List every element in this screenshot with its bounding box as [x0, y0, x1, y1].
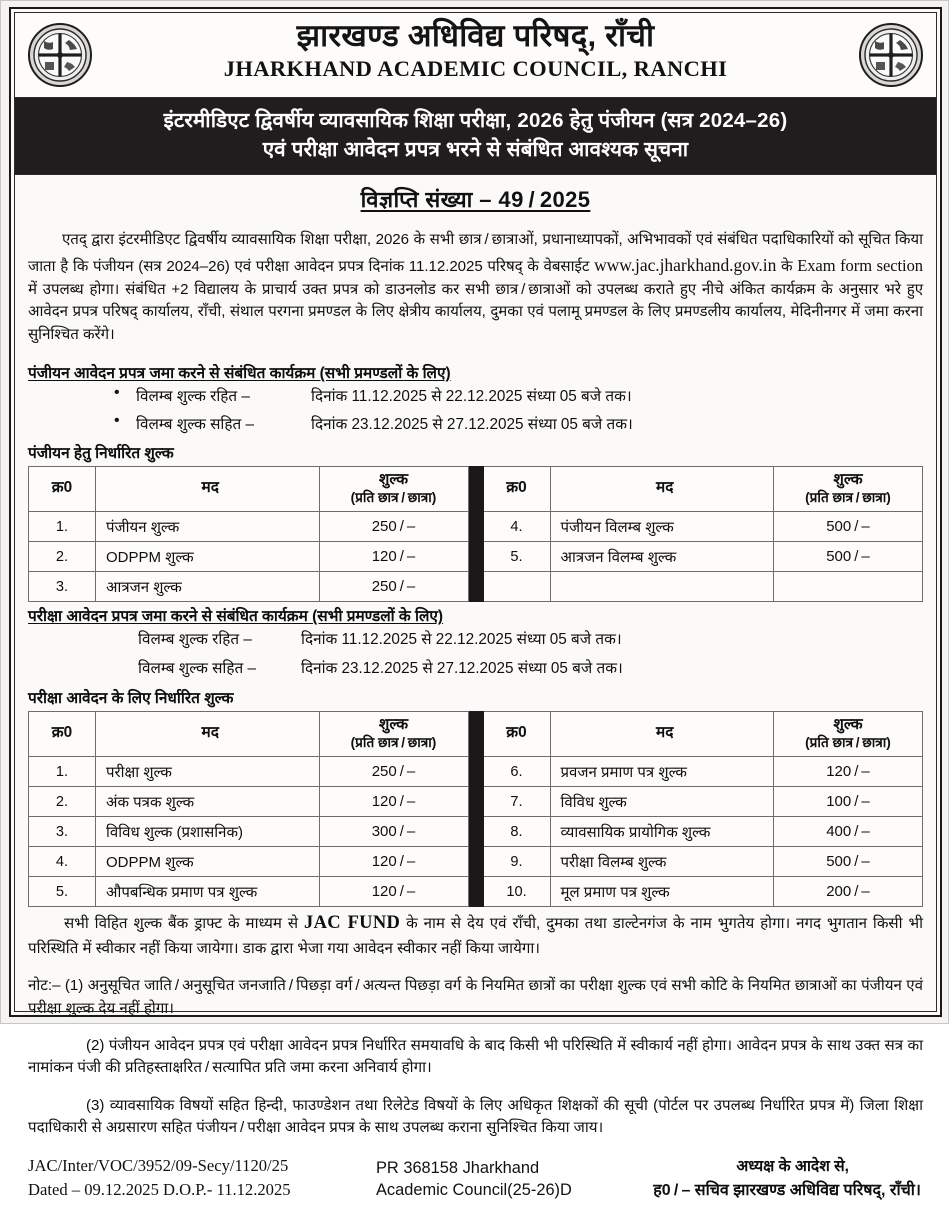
cell-sno: 7. — [483, 787, 550, 817]
schedule-label: • विलम्ब शुल्क सहित – — [136, 415, 254, 433]
cell-sno: 2. — [29, 542, 96, 572]
jac-emblem-left-icon — [27, 22, 93, 88]
pr-line-2: Academic Council(25-26)D — [376, 1181, 572, 1200]
schedule-value: दिनांक 11.12.2025 से 22.12.2025 संध्या 05 बजे तक। — [311, 387, 632, 405]
fee-sublabel: (प्रति छात्र / छात्रा) — [805, 489, 891, 505]
jac-emblem-right-icon — [858, 22, 924, 88]
col-header-sno-right: क्र0 — [483, 466, 550, 511]
notice-body — [15, 175, 936, 1210]
jac-fund-label: JAC FUND — [304, 913, 401, 934]
cell-item: पंजीयन विलम्ब शुल्क — [550, 512, 774, 542]
cell-fee: 200 / – — [774, 877, 923, 907]
reference-block — [28, 1154, 291, 1201]
table-center-divider — [468, 542, 483, 572]
col-header-item-left: मद — [96, 712, 320, 757]
cell-fee: 400 / – — [774, 817, 923, 847]
col-header-sno-left: क्र0 — [29, 712, 96, 757]
cell-sno: 5. — [29, 877, 96, 907]
cell-item: आत्रजन शुल्क — [96, 572, 320, 602]
fee-label: शुल्क — [833, 716, 863, 734]
cell-fee: 500 / – — [774, 542, 923, 572]
table-center-divider — [468, 572, 483, 602]
cell-sno: 1. — [29, 512, 96, 542]
table-row — [29, 877, 923, 907]
cell-item: मूल प्रमाण पत्र शुल्क — [550, 877, 774, 907]
list-item — [138, 629, 923, 649]
jac-website-url: www.jac.jharkhand.gov.in — [594, 254, 777, 275]
payment-text-part1: सभी विहित शुल्क बैंक ड्राफ्ट के माध्यम से — [64, 915, 305, 933]
reference-number: JAC/Inter/VOC/3952/09-Secy/1120/25 — [28, 1156, 289, 1176]
banner-line-2: एवं परीक्षा आवेदन प्रपत्र भरने से संबंधित आवश्यक सूचना — [262, 138, 689, 162]
council-name-english: JHARKHAND ACADEMIC COUNCIL, RANCHI — [223, 55, 728, 81]
cell-fee: 500 / – — [774, 512, 923, 542]
subject-banner — [15, 98, 936, 175]
cell-item: विविध शुल्क (प्रशासनिक) — [96, 817, 320, 847]
table-row — [29, 757, 923, 787]
cell-item: ODPPM शुल्क — [96, 542, 320, 572]
fee-sublabel: (प्रति छात्र / छात्रा) — [805, 734, 891, 750]
intro-text-part3: में उपलब्ध होगा। संबंधित +2 विद्यालय के प्राचार्य उक्त प्रपत्र को डाउनलोड कर सभी छात्र / छात्राओं को उपलब्ध कराते हुए नीचे अंकित कार्यक्रम के अनुसार भरे हुए आवेदन प्रपत्र परिषद् कार्यालय, राँची, संथाल परगना प्रमण्डल के लिए क्षेत्रीय कार्यालय, दुमका एवं पलामू प्रमण्डल के लिए प्रमण्डलीय कार्यालय, मेदिनीनगर में जमा करना सुनिश्चित करेंगे। — [28, 280, 923, 343]
registration-schedule-list — [28, 386, 923, 434]
cell-fee: 120 / – — [319, 542, 468, 572]
payment-text-part2: के नाम से देय एवं राँची, दुमका तथा डाल्टेनगंज के नाम भुगतेय होगा। नगद भुगतान किसी भी परिस्थिति में स्वीकार नहीं किया जायेगा। डाक द्वारा भेजा गया आवेदन स्वीकार नहीं किया जायेगा। — [28, 915, 923, 957]
cell-item: औपबन्धिक प्रमाण पत्र शुल्क — [96, 877, 320, 907]
table-center-divider — [468, 712, 483, 757]
list-item — [136, 414, 923, 434]
cell-item: आत्रजन विलम्ब शुल्क — [550, 542, 774, 572]
cell-item: पंजीयन शुल्क — [96, 512, 320, 542]
notification-number: विज्ञप्ति संख्या – 49 / 2025 — [360, 187, 591, 213]
authority-by-order: अध्यक्ष के आदेश से, — [736, 1158, 849, 1176]
notice-outer-frame — [9, 7, 942, 1200]
cell-sno: 2. — [29, 787, 96, 817]
fee-label: शुल्क — [378, 470, 409, 488]
cell-fee: 120 / – — [319, 847, 468, 877]
col-header-item-left: मद — [96, 466, 320, 511]
registration-fee-table-heading: पंजीयन हेतु निर्धारित शुल्क — [28, 444, 174, 462]
intro-text-part1: एतद् द्वारा इंटरमीडिएट द्विवर्षीय व्यावसायिक शिक्षा परीक्षा, 2026 के सभी छात्र / छात्राओं, प्रधानाध्यापकों, अभिभावकों एवं संबंधित पदाधिकारियों को सूचित किया जाता है कि पंजीयन (सत्र 2024–26) एवं परीक्षा आवेदन प्रपत्र दिनांक 11.12.2025 परिषद् के वेबसाईट — [28, 231, 923, 275]
cell-fee: 100 / – — [774, 787, 923, 817]
notice-inner-frame — [14, 12, 937, 1200]
pr-line-1: PR 368158 Jharkhand — [376, 1159, 540, 1178]
cell-item: प्रवजन प्रमाण पत्र शुल्क — [550, 757, 774, 787]
cell-sno: 1. — [29, 757, 96, 787]
note-2: (2) पंजीयन आवेदन प्रपत्र एवं परीक्षा आवेदन प्रपत्र निर्धारित समयावधि के बाद किसी भी परिस्थिति में स्वीकार्य नहीं होगा। आवेदन प्रपत्र के साथ उक्त सत्र का नामांकन पंजी की प्रतिहस्ताक्षरित / सत्यापित प्रति जमा करना अनिवार्य होगा। — [28, 1036, 923, 1077]
pr-block — [376, 1158, 572, 1202]
table-center-divider — [468, 847, 483, 877]
registration-schedule-heading: पंजीयन आवेदन प्रपत्र जमा करने से संबंधित कार्यक्रम (सभी प्रमण्डलों के लिए) — [28, 364, 451, 382]
table-row — [29, 847, 923, 877]
col-header-fee-right — [774, 466, 923, 511]
signoff-block — [28, 1154, 923, 1210]
cell-fee: 120 / – — [774, 757, 923, 787]
cell-sno: 10. — [483, 877, 550, 907]
cell-fee: 250 / – — [319, 757, 468, 787]
registration-fee-table — [28, 466, 923, 602]
notice-header — [15, 13, 936, 98]
cell-sno: 4. — [29, 847, 96, 877]
exam-schedule-heading: परीक्षा आवेदन प्रपत्र जमा करने से संबंधित कार्यक्रम (सभी प्रमण्डलों के लिए) — [28, 608, 444, 626]
cell-item: परीक्षा शुल्क — [96, 757, 320, 787]
table-row — [29, 817, 923, 847]
payment-instructions — [28, 910, 923, 960]
note-3: (3) व्यावसायिक विषयों सहित हिन्दी, फाउण्डेशन तथा रिलेटेड विषयों के लिए अधिकृत शिक्षकों की सूची (पोर्टल पर उपलब्ध निर्धारित प्रपत्र में) जिला शिक्षा पदाधिकारी से अग्रसारण सहित पंजीयन / परीक्षा आवेदन प्रपत्र के साथ उपलब्ध कराना सुनिश्चित किया जाय। — [28, 1096, 923, 1137]
cell-sno — [483, 572, 550, 602]
schedule-label: • विलम्ब शुल्क रहित – — [136, 387, 250, 405]
fee-label: शुल्क — [378, 716, 409, 734]
table-center-divider — [468, 877, 483, 907]
table-center-divider — [468, 757, 483, 787]
authority-block — [653, 1154, 921, 1200]
table-row — [29, 572, 923, 602]
cell-sno: 3. — [29, 572, 96, 602]
cell-item: व्यावसायिक प्रायोगिक शुल्क — [550, 817, 774, 847]
intro-paragraph — [28, 229, 923, 346]
cell-sno: 8. — [483, 817, 550, 847]
col-header-fee-right — [774, 712, 923, 757]
intro-text-part2: के — [776, 257, 798, 275]
cell-sno: 6. — [483, 757, 550, 787]
list-item — [138, 658, 923, 678]
exam-schedule-list — [28, 629, 923, 678]
schedule-label: विलम्ब शुल्क सहित – — [138, 660, 256, 678]
cell-fee: 120 / – — [319, 877, 468, 907]
list-item — [136, 386, 923, 406]
cell-fee: 120 / – — [319, 787, 468, 817]
header-titles — [15, 13, 936, 82]
table-center-divider — [468, 512, 483, 542]
schedule-label: विलम्ब शुल्क रहित – — [138, 631, 252, 649]
note-1: नोट:– (1) अनुसूचित जाति / अनुसूचित जनजाति / पिछड़ा वर्ग / अत्यन्त पिछड़ा वर्ग के नियमित छात्रों का परीक्षा शुल्क एवं सभी कोटि के नियमित छात्राओं का पंजीयन एवं परीक्षा शुल्क देय नहीं होगा। — [28, 977, 923, 1017]
schedule-value: दिनांक 11.12.2025 से 22.12.2025 संध्या 05 बजे तक। — [301, 631, 622, 649]
table-row — [29, 512, 923, 542]
col-header-item-right: मद — [550, 466, 774, 511]
cell-item — [550, 572, 774, 602]
fee-label: शुल्क — [833, 470, 863, 488]
authority-signature: ह0 / – सचिव झारखण्ड अधिविद्य परिषद्, राँची। — [653, 1182, 921, 1200]
cell-item: विविध शुल्क — [550, 787, 774, 817]
col-header-fee-left — [319, 466, 468, 511]
council-name-hindi: झारखण्ड अधिविद्य परिषद्, राँची — [296, 18, 655, 53]
cell-sno: 9. — [483, 847, 550, 877]
banner-line-1: इंटरमीडिएट द्विवर्षीय व्यावसायिक शिक्षा परीक्षा, 2026 हेतु पंजीयन (सत्र 2024–26) — [163, 109, 788, 132]
cell-item: अंक पत्रक शुल्क — [96, 787, 320, 817]
col-header-sno-right: क्र0 — [483, 712, 550, 757]
col-header-item-right: मद — [550, 712, 774, 757]
exam-fee-table-heading: परीक्षा आवेदन के लिए निर्धारित शुल्क — [28, 690, 234, 708]
table-center-divider — [468, 466, 483, 511]
cell-sno: 3. — [29, 817, 96, 847]
cell-fee: 300 / – — [319, 817, 468, 847]
table-header-row — [29, 712, 923, 757]
cell-sno: 4. — [483, 512, 550, 542]
col-header-fee-left — [319, 712, 468, 757]
table-center-divider — [468, 787, 483, 817]
cell-item: परीक्षा विलम्ब शुल्क — [550, 847, 774, 877]
table-center-divider — [468, 817, 483, 847]
schedule-value: दिनांक 23.12.2025 से 27.12.2025 संध्या 05 बजे तक। — [311, 415, 633, 433]
cell-fee: 250 / – — [319, 512, 468, 542]
fee-sublabel: (प्रति छात्र / छात्रा) — [350, 489, 437, 505]
schedule-value: दिनांक 23.12.2025 से 27.12.2025 संध्या 05 बजे तक। — [301, 660, 623, 678]
table-row — [29, 787, 923, 817]
exam-form-section-phrase: Exam form section — [797, 255, 923, 275]
table-header-row — [29, 466, 923, 511]
cell-fee: 500 / – — [774, 847, 923, 877]
col-header-sno-left: क्र0 — [29, 466, 96, 511]
cell-item: ODPPM शुल्क — [96, 847, 320, 877]
table-row — [29, 542, 923, 572]
cell-fee: 250 / – — [319, 572, 468, 602]
fee-sublabel: (प्रति छात्र / छात्रा) — [350, 734, 437, 750]
reference-dated: Dated – 09.12.2025 D.O.P.- 11.12.2025 — [28, 1180, 291, 1200]
cell-fee — [774, 572, 923, 602]
exam-fee-table — [28, 711, 923, 907]
cell-sno: 5. — [483, 542, 550, 572]
